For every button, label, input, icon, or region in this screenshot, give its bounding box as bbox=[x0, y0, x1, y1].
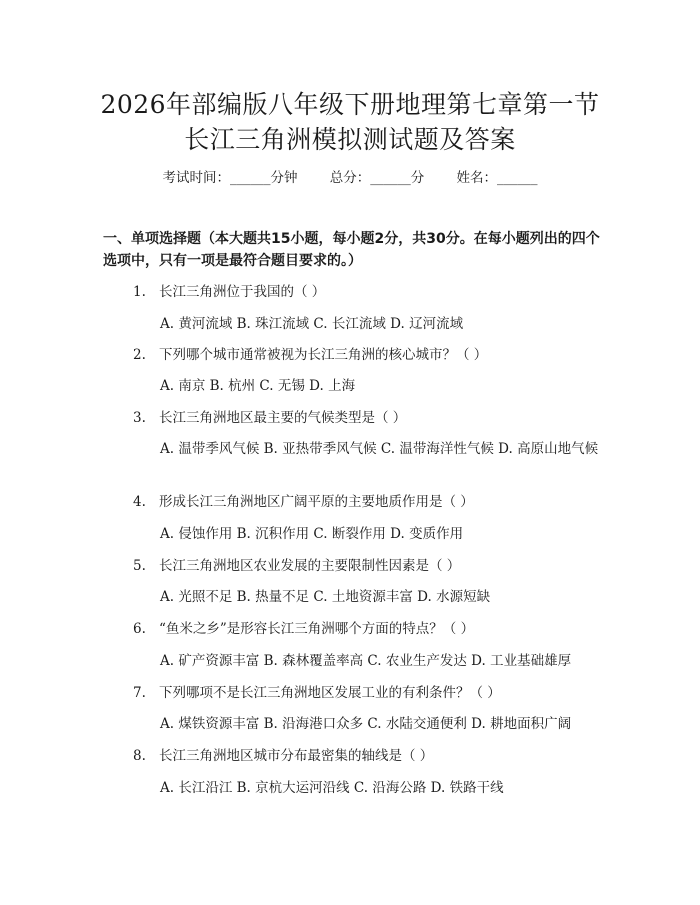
question-stem: 8. 长江三角洲地区城市分布最密集的轴线是（ ） bbox=[133, 748, 434, 764]
question-options: A. 光照不足 B. 热量不足 C. 土地资源丰富 D. 水源短缺 bbox=[160, 589, 491, 605]
question-stem: 5. 长江三角洲地区农业发展的主要限制性因素是（ ） bbox=[133, 558, 461, 574]
question-stem: 4. 形成长江三角洲地区广阔平原的主要地质作用是（ ） bbox=[133, 494, 474, 510]
question-options: A. 南京 B. 杭州 C. 无锡 D. 上海 bbox=[160, 378, 356, 394]
document-title-line-2: 长江三角洲模拟测试题及答案 bbox=[184, 125, 516, 154]
exam-info-line bbox=[0, 168, 700, 188]
question-stem: 6. “鱼米之乡”是形容长江三角洲哪个方面的特点？（ ） bbox=[133, 621, 475, 637]
exam-time-field: 考试时间：______分钟 bbox=[162, 170, 298, 186]
document-title-line-1: 2026年部编版八年级下册地理第七章第一节 bbox=[100, 90, 600, 119]
question-stem: 7. 下列哪项不是长江三角洲地区发展工业的有利条件？（ ） bbox=[133, 685, 501, 701]
question-options: A. 长江沿江 B. 京杭大运河沿线 C. 沿海公路 D. 铁路干线 bbox=[160, 780, 504, 796]
question-stem: 2. 下列哪个城市通常被视为长江三角洲的核心城市？（ ） bbox=[133, 347, 488, 363]
question-options: A. 侵蚀作用 B. 沉积作用 C. 断裂作用 D. 变质作用 bbox=[160, 526, 464, 542]
question-options: A. 矿产资源丰富 B. 森林覆盖率高 C. 农业生产发达 D. 工业基础雄厚 bbox=[160, 653, 572, 669]
question-options: A. 煤铁资源丰富 B. 沿海港口众多 C. 水陆交通便利 D. 耕地面积广阔 bbox=[160, 716, 572, 732]
section-heading: 一、单项选择题（本大题共15小题，每小题2分，共30分。在每小题列出的四个选项中，只有一项是最符合题目要求的。） bbox=[103, 231, 600, 269]
question-stem: 1. 长江三角洲位于我国的（ ） bbox=[133, 284, 326, 300]
student-name-field: 姓名：______ bbox=[456, 170, 538, 186]
total-score-field: 总分：______分 bbox=[329, 170, 425, 186]
question-options: A. 温带季风气候 B. 亚热带季风气候 C. 温带海洋性气候 D. 高原山地气候 bbox=[160, 441, 599, 457]
question-options: A. 黄河流域 B. 珠江流域 C. 长江流域 D. 辽河流域 bbox=[160, 316, 464, 332]
question-stem: 3. 长江三角洲地区最主要的气候类型是（ ） bbox=[133, 410, 407, 426]
